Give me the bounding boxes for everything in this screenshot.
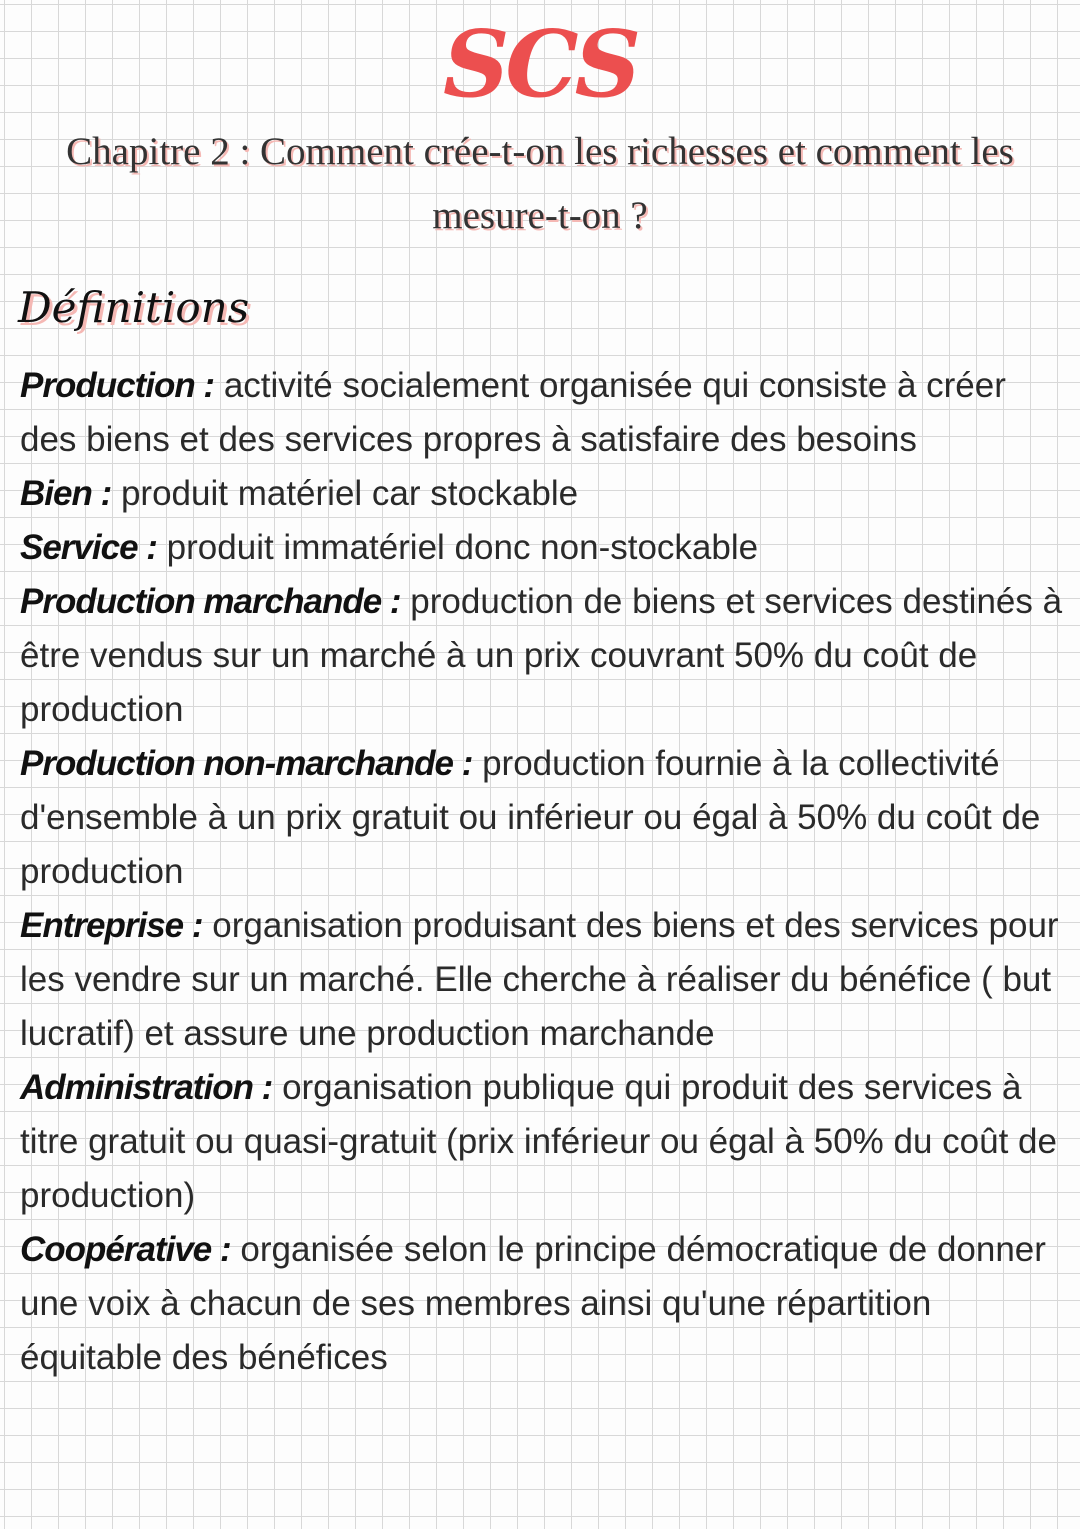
definition-production-marchande: [20, 575, 1070, 737]
definition-text: production fournie à la collectivité d'ensemble à un prix gratuit ou inférieur ou égal à 50% du coût de production: [20, 744, 1041, 891]
section-title: Définitions: [18, 283, 250, 332]
definition-term: Entreprise :: [20, 906, 203, 945]
definition-bien: [20, 467, 1070, 521]
definition-cooperative: [20, 1223, 1070, 1385]
definition-production-non-marchande: [20, 737, 1070, 899]
definition-term: Production non-marchande :: [20, 744, 473, 783]
definition-text: produit matériel car stockable: [120, 474, 579, 513]
definitions-list: [20, 359, 1070, 1385]
definition-entreprise: [20, 899, 1070, 1061]
chapter-title: Chapitre 2 : Comment crée-t-on les richesses et comment les mesure-t-on ?: [66, 130, 1014, 237]
definition-text: production de biens et services destinés à être vendus sur un marché à un prix couvrant 50% du coût de production: [20, 582, 1063, 729]
definition-text: organisation publique qui produit des services à titre gratuit ou quasi-gratuit (prix inférieur ou égal à 50% du coût de production): [20, 1068, 1057, 1215]
definition-term: Production :: [20, 366, 215, 405]
definition-term: Administration :: [20, 1068, 273, 1107]
definition-production: [20, 359, 1070, 467]
definition-text: organisation produisant des biens et des services pour les vendre sur un marché. Elle cherche à réaliser du bénéfice ( but lucratif) et assure une production marchande: [20, 906, 1059, 1053]
definition-term: Service :: [20, 528, 157, 567]
definition-term: Bien :: [20, 474, 112, 513]
definition-text: activité socialement organisée qui consiste à créer des biens et des services propres à satisfaire des besoins: [20, 366, 1006, 459]
definition-text: produit immatériel donc non-stockable: [166, 528, 759, 567]
definition-text: organisée selon le principe démocratique de donner une voix à chacun de ses membres ainsi qu'une répartition équitable des bénéfices: [20, 1230, 1046, 1377]
definition-administration: [20, 1061, 1070, 1223]
definition-term: Coopérative :: [20, 1230, 231, 1269]
definition-service: [20, 521, 1070, 575]
page-logo: SCS: [442, 10, 638, 118]
definition-term: Production marchande :: [20, 582, 401, 621]
